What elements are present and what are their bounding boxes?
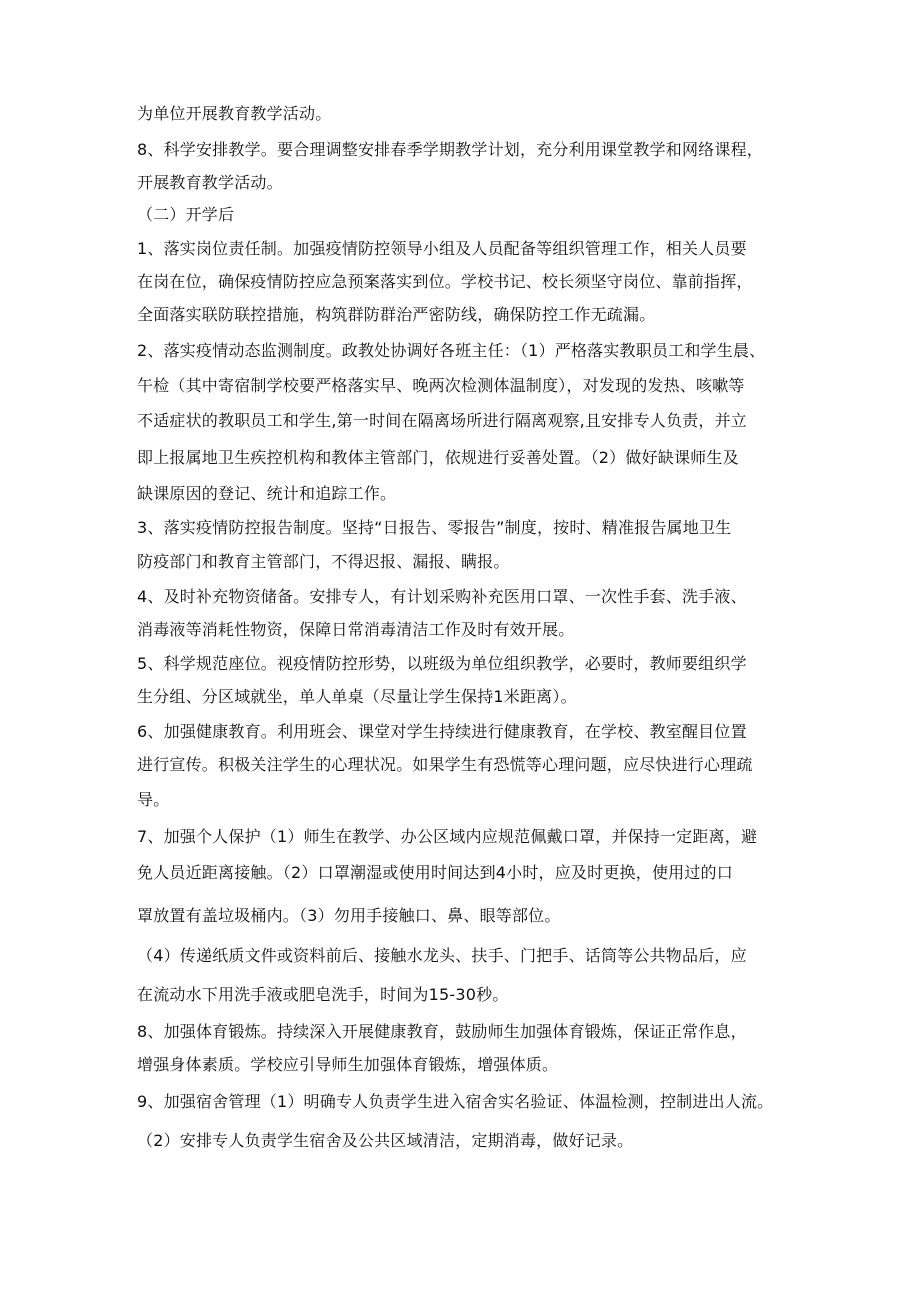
text-line: 罩放置有盖垃圾桶内。（3）勿用手接触口、鼻、眼等部位。 — [137, 906, 561, 925]
text-line: 增强身体素质。学校应引导师生加强体育锻炼，增强体质。 — [137, 1055, 559, 1074]
text-line: 全面落实联防联控措施，构筑群防群治严密防线，确保防控工作无疏漏。 — [137, 305, 656, 324]
text-line: 7、加强个人保护（1）师生在教学、办公区域内应规范佩戴口罩，并保持一定距离，避 — [137, 827, 758, 846]
text-line: 在流动水下用洗手液或肥皂洗手，时间为15-30秒。 — [137, 985, 509, 1004]
text-line: 不适症状的教职员工和学生,第一时间在隔离场所进行隔离观察,且安排专人负责，并立 — [137, 411, 747, 430]
text-line: 开展教育教学活动。 — [137, 173, 283, 192]
text-line: 6、加强健康教育。利用班会、课堂对学生持续进行健康教育，在学校、教室醒目位置 — [137, 722, 747, 741]
text-line: 免人员近距离接触。（2）口罩潮湿或使用时间达到4小时，应及时更换，使用过的口 — [137, 863, 733, 882]
text-line: 防疫部门和教育主管部门，不得迟报、漏报、瞒报。 — [137, 552, 510, 571]
text-line: 在岗在位，确保疫情防控应急预案落实到位。学校书记、校长须坚守岗位、靠前指挥， — [137, 272, 753, 291]
text-line: 8、科学安排教学。要合理调整安排春季学期教学计划，充分利用课堂教学和网络课程， — [137, 140, 763, 159]
text-line: 9、加强宿舍管理（1）明确专人负责学生进入宿舍实名验证、体温检测，控制进出人流。 — [137, 1092, 774, 1111]
text-line: 缺课原因的登记、统计和追踪工作。 — [137, 484, 397, 503]
text-line: 4、及时补充物资储备。安排专人，有计划采购补充医用口罩、一次性手套、洗手液、 — [137, 587, 747, 606]
text-line: 为单位开展教育教学活动。 — [137, 104, 332, 123]
text-line: 导。 — [137, 790, 170, 809]
text-line: （2）安排专人负责学生宿舍及公共区域清洁，定期消毒，做好记录。 — [137, 1131, 634, 1150]
text-line: 2、落实疫情动态监测制度。政教处协调好各班主任：（1）严格落实教职员工和学生晨、 — [137, 341, 766, 360]
text-line: 3、落实疫情防控报告制度。坚持“日报告、零报告”制度，按时、精准报告属地卫生 — [137, 518, 732, 537]
text-line: 8、加强体育锻炼。持续深入开展健康教育，鼓励师生加强体育锻炼，保证正常作息， — [137, 1022, 747, 1041]
text-line: 1、落实岗位责任制。加强疫情防控领导小组及人员配备等组织管理工作，相关人员要 — [137, 239, 747, 258]
text-line: 进行宣传。积极关注学生的心理状况。如果学生有恐慌等心理问题，应尽快进行心理疏 — [137, 755, 753, 774]
text-line: 消毒液等消耗性物资，保障日常消毒清洁工作及时有效开展。 — [137, 620, 575, 639]
text-line: 5、科学规范座位。视疫情防控形势，以班级为单位组织教学，必要时，教师要组织学 — [137, 654, 747, 673]
text-line: （4）传递纸质文件或资料前后、接触水龙头、扶手、门把手、话筒等公共物品后，应 — [137, 946, 747, 965]
text-line: 午检（其中寄宿制学校要严格落实早、晚两次检测体温制度），对发现的发热、咳嗽等 — [137, 376, 745, 395]
section-heading: （二）开学后 — [137, 205, 235, 224]
text-line: 生分组、分区域就坐，单人单桌（尽量让学生保持1米距离）。 — [137, 687, 577, 706]
text-line: 即上报属地卫生疾控机构和教体主管部门，依规进行妥善处置。（2）做好缺课师生及 — [137, 448, 739, 467]
